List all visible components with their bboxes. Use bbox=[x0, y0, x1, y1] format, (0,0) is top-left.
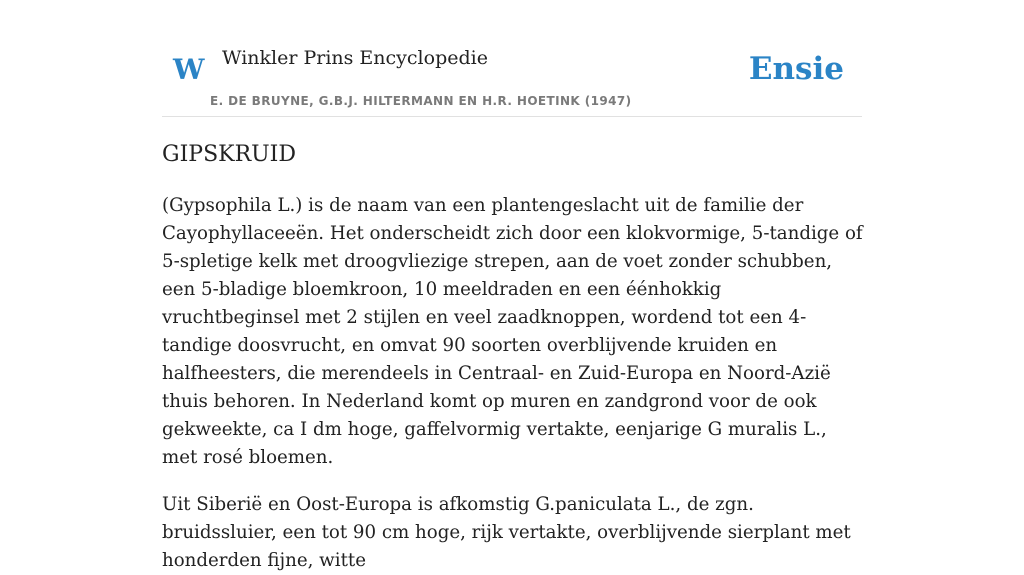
site-header bbox=[162, 0, 862, 117]
article-title: GIPSKRUID bbox=[162, 142, 297, 167]
article-paragraph: (Gypsophila L.) is de naam van een plantengeslacht uit de familie der Cayophyllaceeën. Het onderscheidt zich door een klokvormige, 5-tandige of 5-spletige kelk met droogvliezige strepen, aan de voet zonder schubben, een 5-bladige bloemkroon, 10 meeldraden en een éénhokkig vruchtbeginsel met 2 stijlen en veel zaadknoppen, wordend tot een 4-tandige doosvrucht, en omvat 90 soorten overblijvende kruiden en halfheesters, die merendeels in Centraal- en Zuid-Europa en Noord-Azië thuis behoren. In Nederland komt op muren en zandgrond voor de ook gekweekte, ca I dm hoge, gaffelvormig vertakte, eenjarige G muralis L., met rosé bloemen. bbox=[162, 195, 863, 468]
source-title[interactable]: Winkler Prins Encyclopedie bbox=[222, 47, 488, 69]
article bbox=[162, 140, 864, 575]
source-authors: E. DE BRUYNE, G.B.J. HILTERMANN EN H.R. HOETINK (1947) bbox=[210, 94, 632, 108]
article-paragraph: Uit Siberië en Oost-Europa is afkomstig G.paniculata L., de zgn. bruidssluier, een tot 90 cm hoge, rijk vertakte, overblijvende sierplant met honderden fijne, witte bbox=[162, 494, 851, 571]
ensie-brand-logo[interactable]: Ensie bbox=[748, 51, 844, 87]
winkler-prins-logo-icon[interactable]: W bbox=[173, 53, 205, 86]
